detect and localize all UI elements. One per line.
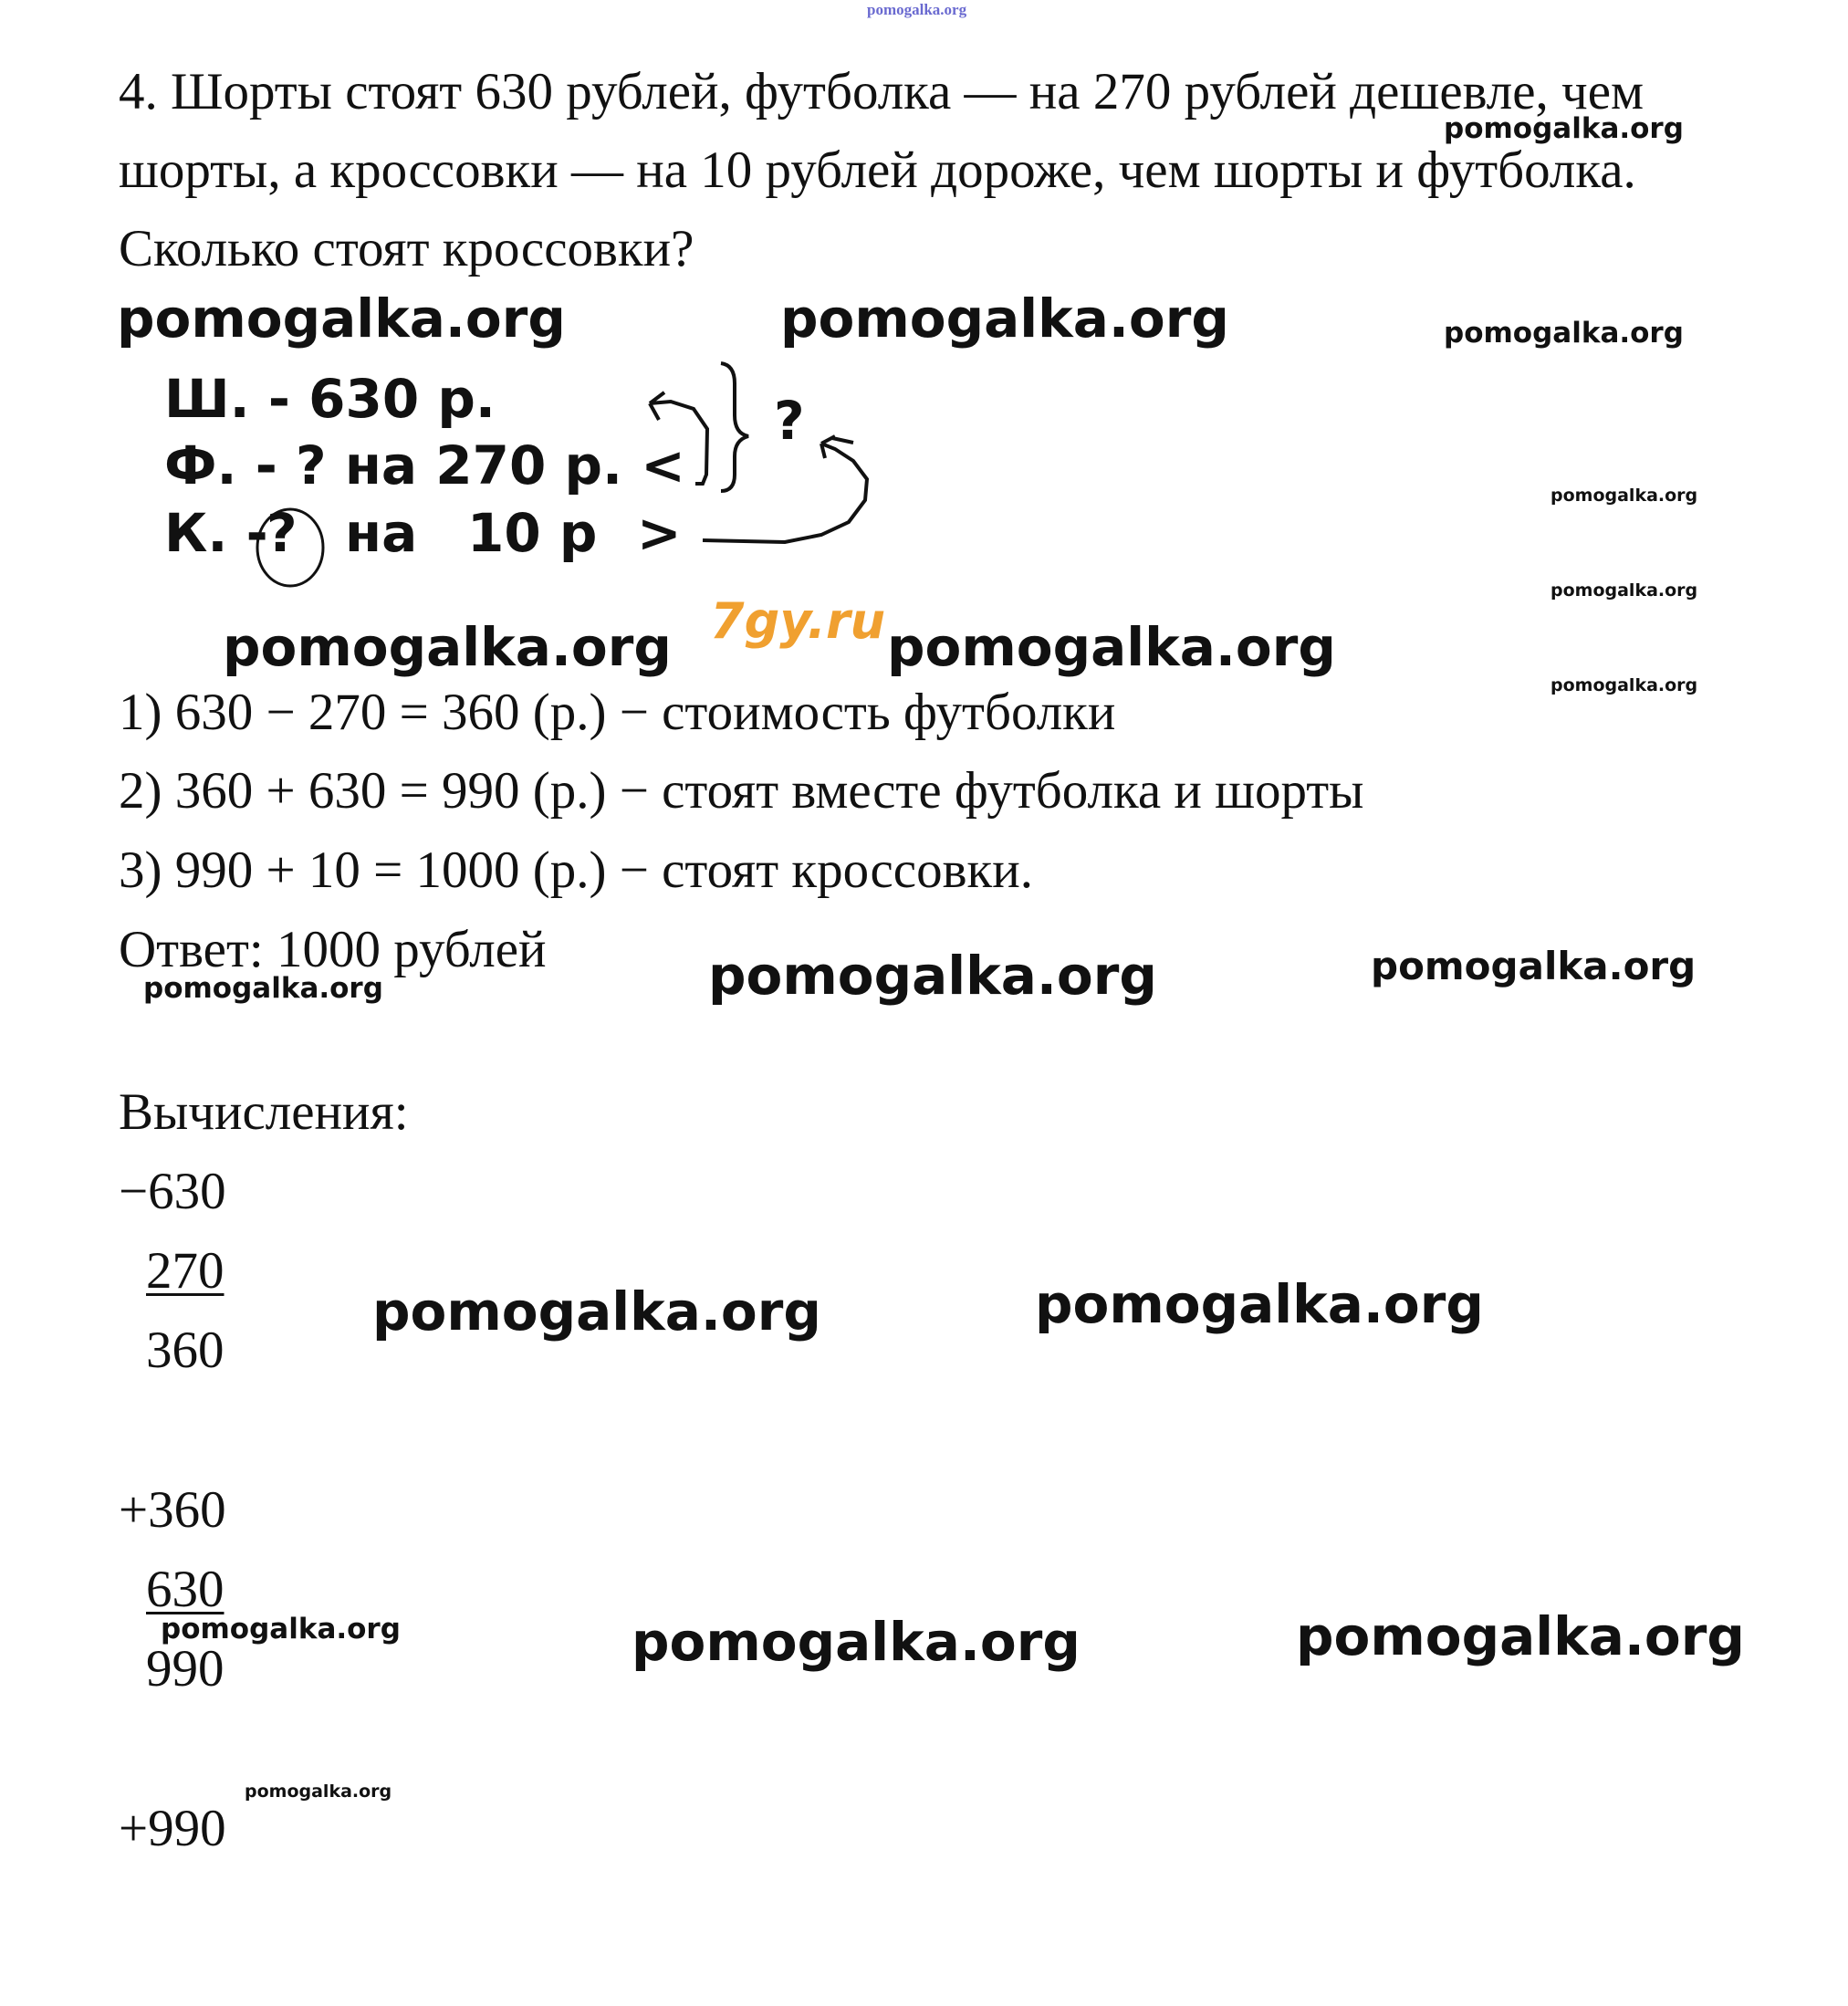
site-logo-7gy: 7gy.ru bbox=[710, 592, 886, 650]
watermark: pomogalka.org bbox=[887, 616, 1336, 678]
scheme-row-shorts: Ш. - 630 р. bbox=[164, 368, 496, 430]
calc2-result: 990 bbox=[146, 1640, 224, 1698]
scheme-row-sneakers-sign: > bbox=[637, 502, 682, 564]
watermark: pomogalka.org bbox=[223, 616, 672, 678]
problem-line-2: шорты, а кроссовки — на 10 рублей дороже, чем шорты и футболка. bbox=[119, 141, 1636, 199]
watermark: pomogalka.org bbox=[1550, 486, 1698, 506]
calc1-subtrahend: 270 bbox=[146, 1242, 224, 1300]
scheme-row-tshirt: Ф. - ? на 270 р. < bbox=[164, 434, 685, 496]
watermark: pomogalka.org bbox=[780, 287, 1229, 350]
watermark: pomogalka.org bbox=[161, 1613, 401, 1646]
scheme-row-sneakers-prefix: К. - bbox=[164, 502, 268, 564]
calc2-addend: 630 bbox=[146, 1561, 224, 1618]
watermark: pomogalka.org bbox=[117, 287, 566, 350]
watermark: pomogalka.org bbox=[1550, 675, 1698, 695]
scheme-row-sneakers-na: на bbox=[345, 502, 418, 564]
watermark: pomogalka.org bbox=[1296, 1605, 1745, 1667]
question-circle bbox=[257, 502, 323, 586]
watermark: pomogalka.org bbox=[1035, 1273, 1484, 1335]
watermark: pomogalka.org bbox=[708, 945, 1157, 1007]
watermark: pomogalka.org bbox=[1444, 112, 1684, 145]
answer: Ответ: 1000 рублей bbox=[119, 921, 547, 978]
problem-line-3: Сколько стоят кроссовки? bbox=[119, 220, 694, 277]
problem-line-1: 4. Шорты стоят 630 рублей, футболка — на 270 рублей дешевле, чем bbox=[119, 63, 1644, 120]
calc3-top: +990 bbox=[119, 1800, 226, 1857]
watermark: pomogalka.org bbox=[1371, 944, 1697, 988]
calculations-heading: Вычисления: bbox=[119, 1083, 409, 1141]
calc2-top: +360 bbox=[119, 1481, 226, 1539]
solution-step-3: 3) 990 + 10 = 1000 (р.) − стоят кроссовки. bbox=[119, 841, 1033, 899]
scheme-brace-question: ? bbox=[774, 390, 805, 452]
solution-step-2: 2) 360 + 630 = 990 (р.) − стоят вместе футболка и шорты bbox=[119, 762, 1364, 820]
curly-brace bbox=[721, 363, 748, 491]
watermark: pomogalka.org bbox=[1550, 580, 1698, 601]
long-arrow bbox=[703, 444, 867, 542]
watermark: pomogalka.org bbox=[143, 972, 383, 1005]
scheme-row-sneakers-value: 10 р bbox=[467, 502, 598, 564]
watermark: pomogalka.org bbox=[372, 1280, 821, 1343]
scheme-row-sneakers-question: ? bbox=[266, 502, 298, 564]
hook-arrow-head bbox=[650, 392, 664, 420]
hook-arrow bbox=[650, 402, 707, 484]
watermark: pomogalka.org bbox=[632, 1611, 1081, 1673]
calc1-top: −630 bbox=[119, 1163, 226, 1220]
watermark: pomogalka.org bbox=[245, 1781, 392, 1802]
top-watermark: pomogalka.org bbox=[867, 1, 967, 18]
watermark: pomogalka.org bbox=[1444, 317, 1684, 350]
calc1-result: 360 bbox=[146, 1322, 224, 1379]
solution-step-1: 1) 630 − 270 = 360 (р.) − стоимость футболки bbox=[119, 684, 1116, 741]
